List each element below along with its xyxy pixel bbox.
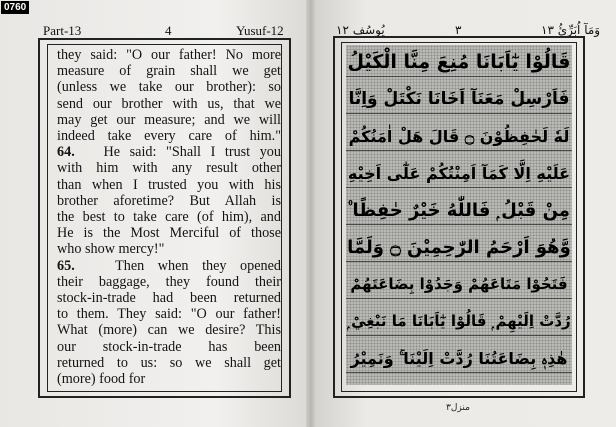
translation-text — [57, 47, 281, 387]
text-line: brother aforetime? But Allah is — [57, 192, 281, 209]
arabic-line: عَلَيْهِ اِلَّا كَمَآ اَمِنْتُكُمْ عَلٰٓى اَخِيْهِ — [346, 160, 572, 188]
text-line: they said: "O our father! No more — [57, 47, 281, 63]
text-line: 64. He said: "Shall I trust you — [57, 144, 281, 161]
book-gutter — [306, 0, 316, 427]
arabic-line: لَهٗ لَحٰفِظُوْنَ ۝ قَالَ هَلْ اٰمَنُكُمْ — [346, 123, 572, 151]
text-line: (more) food for — [57, 371, 146, 388]
arabic-text-block — [346, 45, 572, 385]
arabic-line: هٰذِهٖ بِضَاعَتُنَا رُدَّتْ اِلَيْنَا ۚ وَنَمِيْرُ — [346, 345, 572, 373]
verse-number: 65. — [57, 257, 75, 274]
text-line: stock-in-trade had been returned — [57, 290, 281, 307]
arabic-line: فَتَحُوْا مَتَاعَهُمْ وَجَدُوْا بِضَاعَتَهُمْ — [346, 271, 572, 299]
manzil-footer: منزل٣ — [446, 403, 470, 413]
arabic-page-number: ٣ — [455, 23, 462, 37]
text-line: indeed take every care of him." — [57, 128, 281, 145]
text-line: What (more) can we desire? This — [57, 322, 281, 339]
text-line: our stock-in-trade has been — [57, 338, 281, 355]
text-line: to them. They said: "O our father! — [57, 306, 281, 323]
text-line: measure of grain shall we get — [57, 63, 281, 80]
surah-label: Yusuf-12 — [236, 23, 284, 38]
text-line: who show mercy!" — [57, 241, 165, 258]
part-label: Part-13 — [43, 23, 82, 38]
text-line: returned to us: so we shall get — [57, 354, 281, 371]
text-line: 65. Then when they opened — [57, 257, 282, 274]
text-line: send our brother with us, that we — [57, 95, 281, 112]
juz-label: وَمَآ اُبَرِّئُ ١٣ — [541, 23, 601, 37]
text-line: may get our measure; and we will — [57, 111, 281, 128]
text-line: their baggage, they found their — [57, 273, 281, 290]
arabic-line: رُدَّتْ اِلَيْهِمْ ۭ قَالُوْا يٰٓاَبَانَا مَا نَبْغِيْ ۭ — [346, 308, 572, 336]
page-number: 4 — [165, 23, 172, 38]
image-tag: 0760 — [1, 1, 29, 14]
arabic-line: وَّهُوَ اَرْحَمُ الرّٰحِمِيْنَ ۝ وَلَمَّا — [346, 234, 572, 262]
arabic-line: فَاَرْسِلْ مَعَنَآ اَخَانَا نَكْتَلْ وَاِنَّا — [346, 86, 572, 114]
arabic-line: مِنْ قَبْلُ ۭ فَاللّٰهُ خَيْرٌ حٰفِظًا ۠ — [346, 197, 572, 225]
text-line: than when I trusted you with his — [57, 176, 281, 193]
text-line: the best to take care (of him), and — [57, 209, 281, 226]
text-line: (unless we take our brother): so — [57, 79, 281, 96]
arabic-surah-label: يُوسُف ١٢ — [336, 23, 385, 37]
arabic-line: قَالُوْا يٰٓاَبَانَا مُنِعَ مِنَّا الْكَيْلُ — [346, 49, 572, 77]
verse-number: 64. — [57, 144, 75, 161]
text-line: He is the Most Merciful of those — [57, 225, 281, 242]
text-line: with him with any result other — [57, 160, 281, 177]
